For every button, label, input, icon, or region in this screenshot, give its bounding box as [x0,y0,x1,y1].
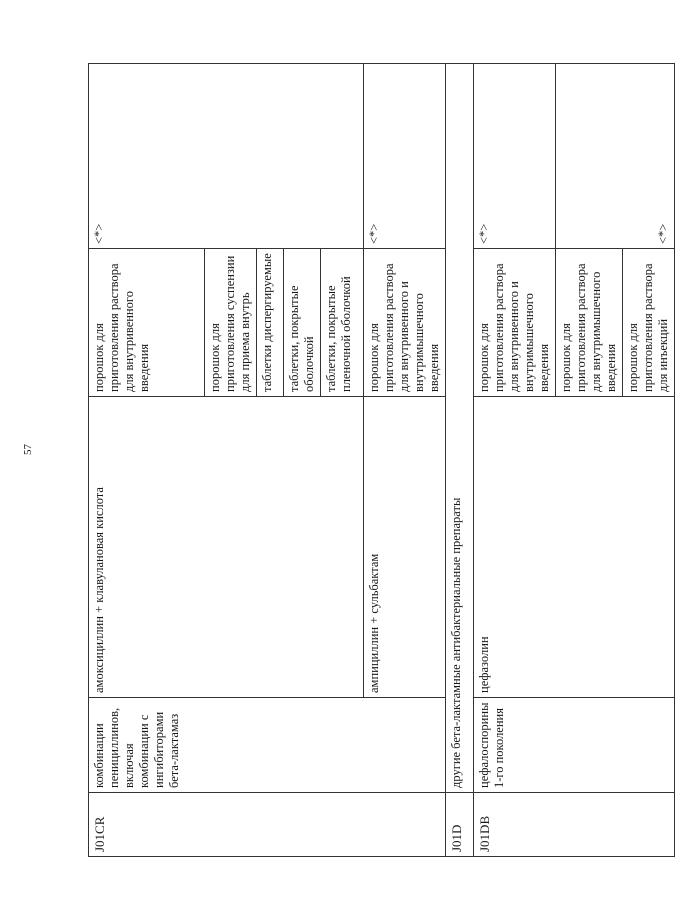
table-row [89,64,205,857]
atc-code-cell: J01DB [474,793,675,857]
dosage-form-cell: таблетки, покрытые оболочкой [284,249,321,397]
page-number: 57 [22,444,34,455]
note-cell: <*> [89,64,364,249]
group-name-cell: другие бета-лактамные антибактериальные препараты [446,64,474,793]
atc-code-cell: J01D [446,793,474,857]
note-cell: <*> [364,64,446,249]
dosage-form-cell: порошок для приготовления раствора для внутривенного введения [89,249,205,397]
dosage-form-cell: таблетки диспергируемые [257,249,284,397]
group-name-cell: цефалоспорины 1-го поколения [474,698,675,793]
table-row [446,64,474,857]
drug-name-cell: амоксициллин + клавулановая кислота [89,397,364,698]
atc-code-cell: J01CR [89,793,446,857]
dosage-form-cell: порошок для приготовления раствора для внутривенного и внутримышечного введения [364,249,446,397]
note-cell: <*> [474,64,556,249]
dosage-form-cell: таблетки, покрытые пленочной оболочкой [321,249,364,397]
table-row [474,64,556,857]
dosage-form-cell: порошок для приготовления раствора для внутривенного и внутримышечного введения [474,249,556,397]
drug-name-cell: цефазолин [474,397,675,698]
group-name-cell: комбинации пенициллинов, включая комбинации с ингибиторами бета-лактамаз [89,698,446,793]
dosage-form-cell: порошок для приготовления раствора для инъекций [623,249,675,397]
rotated-table-container [88,64,670,857]
drug-name-cell: ампициллин + сульбактам [364,397,446,698]
drug-table [88,63,675,857]
note-cell: <*> [556,64,675,249]
dosage-form-cell: порошок для приготовления суспензии для приема внутрь [205,249,257,397]
dosage-form-cell: порошок для приготовления раствора для внутримышечного введения [556,249,623,397]
